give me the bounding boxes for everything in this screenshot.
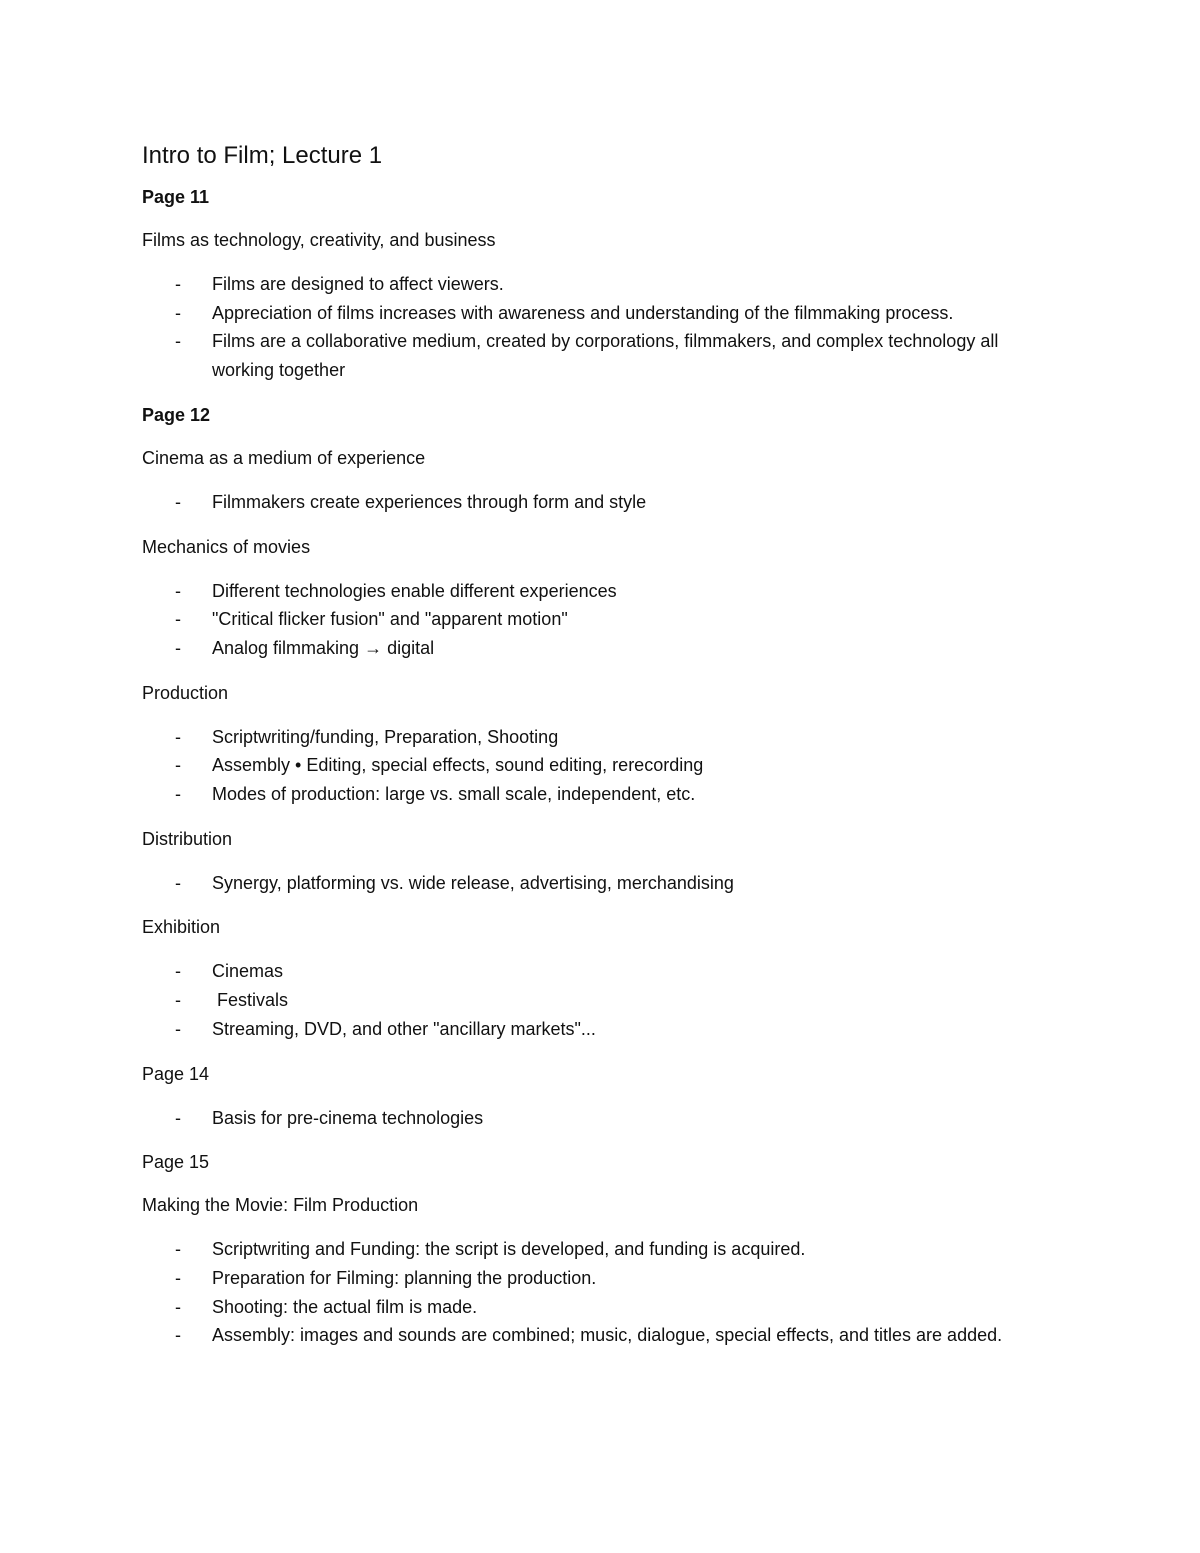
list-item-text: Analog filmmaking → digital [212,637,435,658]
dash-marker: - [175,1296,181,1317]
list-item-text: Modes of production: large vs. small scale, independent, etc. [212,784,696,805]
list-item [142,986,1062,1015]
list-item [142,270,1062,299]
list-item-text: Filmmakers create experiences through form and style [212,491,647,512]
dash-marker: - [175,1107,181,1128]
list-item [142,780,1062,809]
bullet-list [142,1235,1062,1350]
list-item-text: Different technologies enable different experiences [212,580,617,601]
bullet-list [142,577,1062,663]
list-item-text: Cinemas [212,961,284,982]
list-item-text: Streaming, DVD, and other "ancillary markets"... [212,1018,596,1039]
list-item [142,869,1062,898]
list-item-text: Basis for pre-cinema technologies [212,1107,484,1128]
bullet-list [142,488,1062,517]
document-title: Intro to Film; Lecture 1 [142,142,383,169]
dash-marker: - [175,580,181,601]
list-item [142,327,1062,384]
page-heading-14: Page 14 [142,1063,210,1084]
bullet-list [142,270,1062,385]
list-item [142,299,1062,328]
dash-marker: - [175,1325,181,1346]
list-item-text: Synergy, platforming vs. wide release, advertising, merchandising [212,872,734,893]
list-item [142,488,1062,517]
list-item [142,1015,1062,1044]
list-item-text: Preparation for Filming: planning the production. [212,1267,597,1288]
bullet-list [142,869,1062,898]
list-item [142,1104,1062,1133]
list-item [142,605,1062,634]
list-item [142,957,1062,986]
dash-marker: - [175,491,181,512]
list-item-text: Scriptwriting/funding, Preparation, Shooting [212,726,559,747]
list-item [142,1293,1062,1322]
document-page [142,140,1062,1367]
dash-marker: - [175,961,181,982]
section-subheading: Production [142,682,229,703]
section-subheading: Cinema as a medium of experience [142,447,426,468]
dash-marker: - [175,274,181,294]
dash-marker: - [175,726,181,747]
dash-marker: - [175,784,181,805]
dash-marker: - [175,1018,181,1039]
dash-marker: - [175,1267,181,1288]
list-item-text: Films are designed to affect viewers. [212,274,504,294]
list-item [142,634,1062,663]
dash-marker: - [175,872,181,893]
dash-marker: - [175,990,181,1011]
list-item-text: Scriptwriting and Funding: the script is developed, and funding is acquired. [212,1239,806,1260]
list-item [142,1264,1062,1293]
section-subheading: Exhibition [142,917,221,938]
list-item-text: Shooting: the actual film is made. [212,1296,478,1317]
list-item-text: Films are a collaborative medium, created by corporations, filmmakers, and complex technology all working together [212,331,999,381]
bullet-list [142,723,1062,809]
list-item [142,1235,1062,1264]
list-item [142,1321,1062,1350]
page-heading-12: Page 12 [142,404,211,425]
dash-marker: - [175,302,181,323]
section-subheading: Films as technology, creativity, and business [142,230,496,250]
section-subheading: Making the Movie: Film Production [142,1195,419,1216]
section-subheading: Distribution [142,828,233,849]
list-item-text: Assembly • Editing, special effects, sound editing, rerecording [212,755,704,776]
dash-marker: - [175,1239,181,1260]
dash-marker: - [175,331,181,352]
dash-marker: - [175,637,181,658]
list-item [142,751,1062,780]
list-item-text: "Critical flicker fusion" and "apparent motion" [212,609,568,630]
list-item-text: Assembly: images and sounds are combined; music, dialogue, special effects, and titles are added. [212,1325,1003,1346]
list-item-text: Festivals [212,990,289,1011]
dash-marker: - [175,609,181,630]
bullet-list [142,957,1062,1043]
page-heading-11: Page 11 [142,187,210,207]
list-item [142,577,1062,606]
section-subheading: Mechanics of movies [142,536,311,557]
bullet-list [142,1104,1062,1133]
list-item [142,723,1062,752]
dash-marker: - [175,755,181,776]
list-item-text: Appreciation of films increases with awareness and understanding of the filmmaking process. [212,302,954,323]
page-heading-15: Page 15 [142,1152,210,1173]
